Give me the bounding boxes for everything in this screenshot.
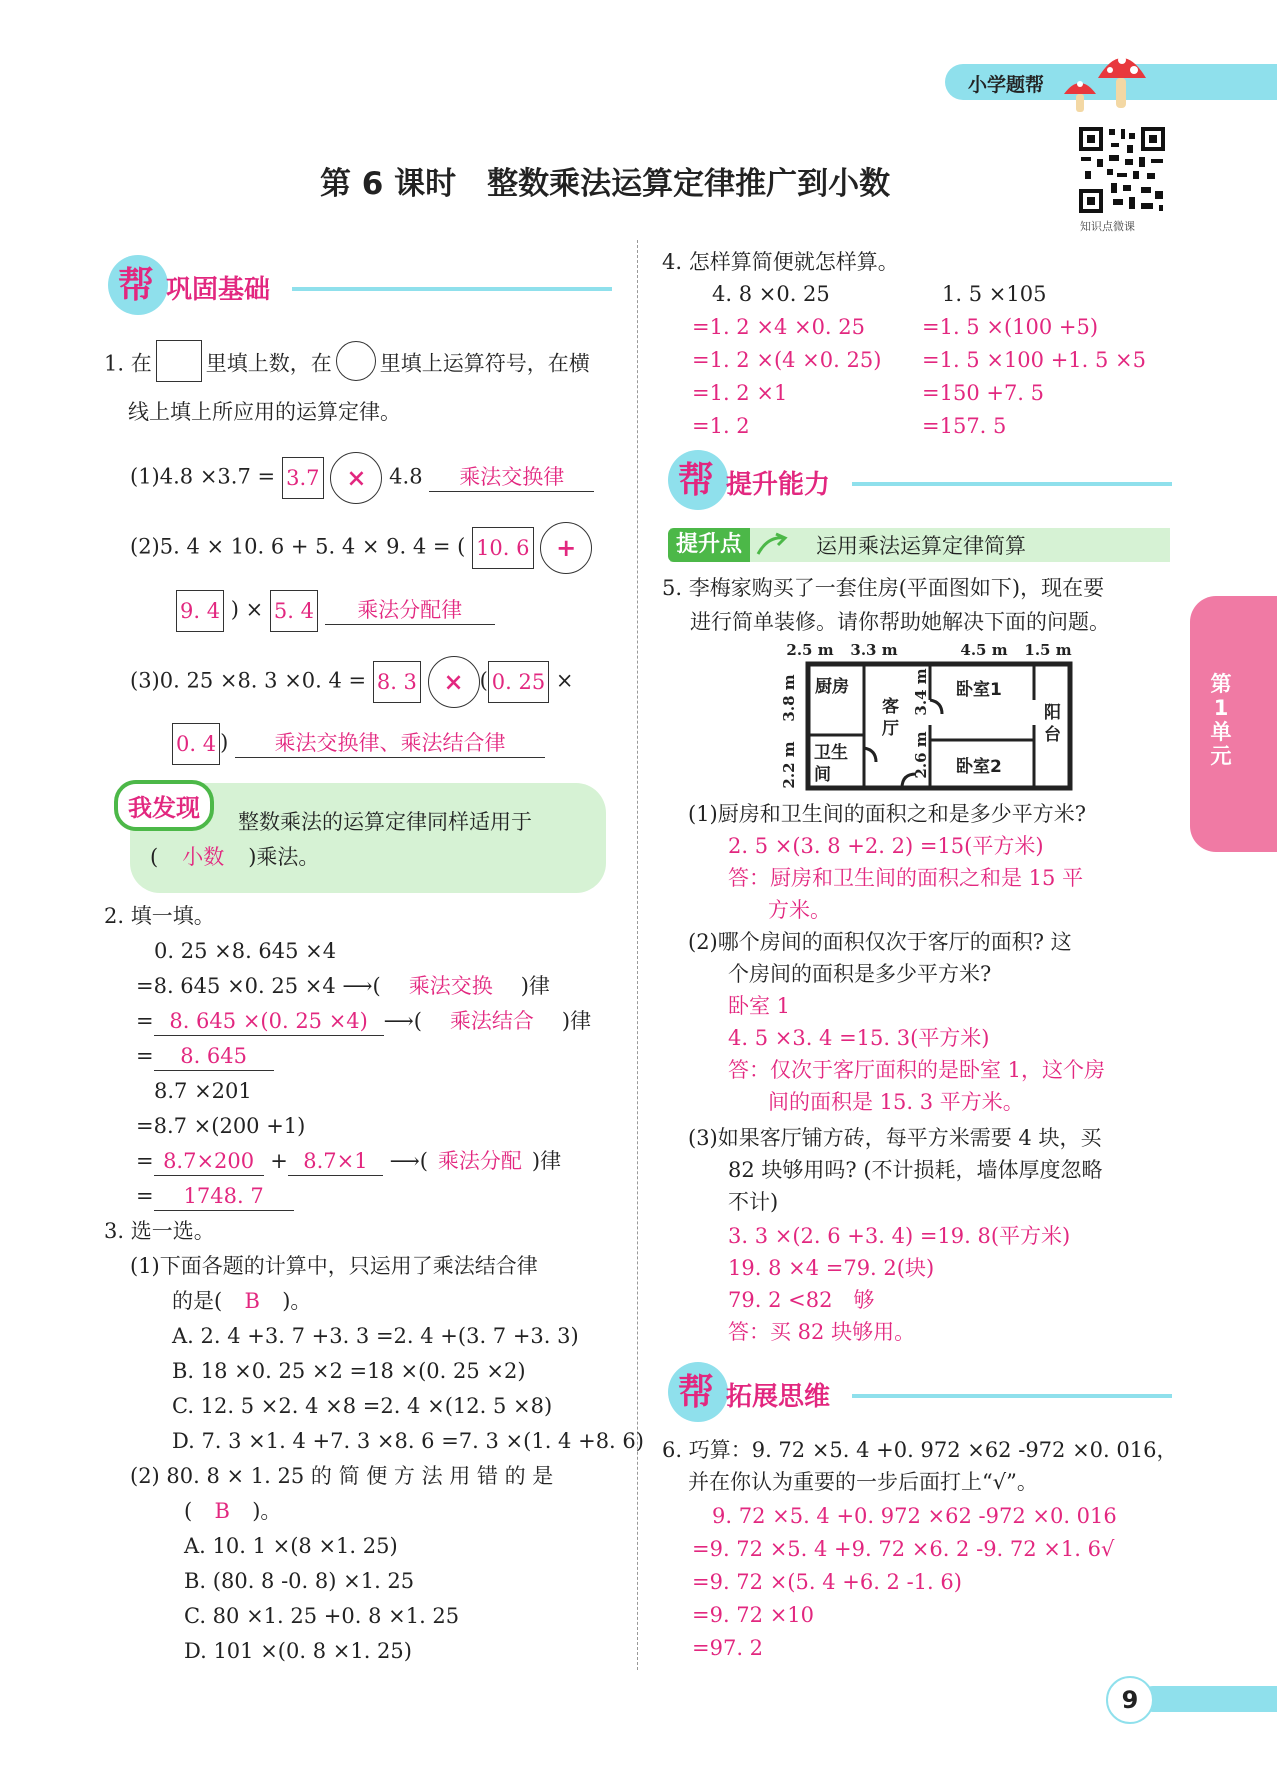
q5-part3-answer: 79. 2 <82 够 bbox=[728, 1288, 875, 1312]
tip-label: 提升点 bbox=[668, 528, 750, 562]
q1-part1: (1)4.8 ×3.7 = 3.7 × 4.8 乘法交换律 bbox=[130, 452, 594, 504]
q1-intro-line2: 线上填上所应用的运算定律。 bbox=[128, 400, 401, 424]
q6-step: =97. 2 bbox=[692, 1636, 764, 1660]
q2-line7: = 8.7×200 + 8.7×1 ⟶( 乘法分配 )律 bbox=[136, 1147, 561, 1176]
q3-sub1-option-a: A. 2. 4 +3. 7 +3. 3 =2. 4 +(3. 7 +3. 3) bbox=[172, 1324, 579, 1348]
q3-sub1-line2: 的是( B )。 bbox=[172, 1289, 312, 1313]
q4-right-step: =157. 5 bbox=[922, 414, 1007, 438]
plan-bedroom-2: 卧室2 bbox=[956, 757, 1002, 777]
q5-part2-answer: 间的面积是 15. 3 平方米。 bbox=[768, 1090, 1024, 1114]
q3-sub2-option-d: D. 101 ×(0. 8 ×1. 25) bbox=[184, 1639, 412, 1663]
answer-box: 9. 4 bbox=[176, 590, 224, 632]
q5-part2-question: (2)哪个房间的面积仅次于客厅的面积? 这 bbox=[688, 930, 1072, 954]
q5-part2-answer: 答：仅次于客厅面积的是卧室 1，这个房 bbox=[728, 1058, 1106, 1082]
q5-part3-question-3: 不计) bbox=[728, 1190, 779, 1214]
law-answer: 乘法交换律、乘法结合律 bbox=[235, 729, 545, 758]
q5-part3-answer: 19. 8 ×4 =79. 2(块) bbox=[728, 1256, 935, 1280]
answer-box: 3.7 bbox=[282, 457, 324, 499]
q5-part1-answer: 2. 5 ×(3. 8 +2. 2) =15(平方米) bbox=[728, 834, 1044, 858]
law-answer: 乘法交换律 bbox=[429, 463, 594, 492]
q6-line1: 6. 巧算：9. 72 ×5. 4 +0. 972 ×62 -972 ×0. 016， bbox=[662, 1438, 1178, 1462]
page-title: 第 6 课时 整数乘法运算定律推广到小数 bbox=[320, 166, 891, 202]
plan-width-4: 1.5 m bbox=[1024, 641, 1072, 659]
plan-kitchen: 厨房 bbox=[815, 677, 849, 697]
q4-right-step: =150 +7. 5 bbox=[922, 381, 1045, 405]
section-header-extend: 帮 拓展思维 bbox=[668, 1362, 1173, 1422]
plan-balcony-2: 台 bbox=[1044, 725, 1061, 745]
q1-intro: 1. 在 里填上数，在 里填上运算符号，在横 bbox=[104, 348, 590, 382]
q5-part3-answer: 3. 3 ×(2. 6 +3. 4) =19. 8(平方米) bbox=[728, 1224, 1071, 1248]
q2-line2: =8. 645 ×0. 25 ×4 ⟶( 乘法交换 )律 bbox=[136, 974, 550, 998]
plan-height-4: 2.6 m bbox=[912, 731, 930, 779]
section-header-basics: 帮 巩固基础 bbox=[108, 255, 613, 315]
q3-sub1-line1: (1)下面各题的计算中，只运用了乘法结合律 bbox=[130, 1254, 538, 1278]
q3-sub2-line2: ( B )。 bbox=[184, 1499, 282, 1523]
q1-part3: (3)0. 25 ×8. 3 ×0. 4 = 8. 3 × ( 0. 25 × bbox=[130, 656, 574, 708]
q6-line2: 并在你认为重要的一步后面打上“√”。 bbox=[688, 1470, 1038, 1494]
q6-step: =9. 72 ×10 bbox=[692, 1603, 815, 1627]
page-number: 9 bbox=[1106, 1676, 1154, 1724]
plan-living-2: 厅 bbox=[882, 719, 899, 739]
q4-left-step: =1. 2 ×1 bbox=[692, 381, 788, 405]
q5-part2-answer: 4. 5 ×3. 4 =15. 3(平方米) bbox=[728, 1026, 990, 1050]
answer-box: 5. 4 bbox=[270, 590, 318, 632]
q6-step: 9. 72 ×5. 4 +0. 972 ×62 -972 ×0. 016 bbox=[712, 1504, 1117, 1528]
footer-strip bbox=[1140, 1686, 1277, 1712]
arrow-icon bbox=[754, 532, 788, 558]
plan-height-2: 2.2 m bbox=[780, 741, 798, 789]
q3-sub1-option-b: B. 18 ×0. 25 ×2 =18 ×(0. 25 ×2) bbox=[172, 1359, 526, 1383]
q4-right-step: =1. 5 ×(100 +5) bbox=[922, 315, 1099, 339]
q2-title: 2. 填一填。 bbox=[104, 904, 215, 928]
q2-line3: = 8. 645 ×(0. 25 ×4) ⟶( 乘法结合 )律 bbox=[136, 1007, 591, 1036]
q3-sub2-option-b: B. (80. 8 -0. 8) ×1. 25 bbox=[184, 1569, 415, 1593]
q3-sub1-option-d: D. 7. 3 ×1. 4 +7. 3 ×8. 6 =7. 3 ×(1. 4 +8. 6) bbox=[172, 1429, 644, 1453]
circle-symbol bbox=[336, 341, 376, 381]
q6-step: =9. 72 ×(5. 4 +6. 2 -1. 6) bbox=[692, 1570, 962, 1594]
floor-plan bbox=[772, 640, 1082, 795]
q4-left-step: =1. 2 ×(4 ×0. 25) bbox=[692, 348, 882, 372]
q3-sub2-option-a: A. 10. 1 ×(8 ×1. 25) bbox=[184, 1534, 398, 1558]
q1-part3-cont: 0. 4 ) 乘法交换律、乘法结合律 bbox=[172, 723, 545, 765]
answer-box: 8. 3 bbox=[373, 661, 421, 703]
q5-part3-question-2: 82 块够用吗? (不计损耗，墙体厚度忽略 bbox=[728, 1158, 1103, 1182]
q6-step: =9. 72 ×5. 4 +9. 72 ×6. 2 -9. 72 ×1. 6√ bbox=[692, 1537, 1115, 1561]
q2-line6: =8.7 ×(200 +1) bbox=[136, 1114, 306, 1138]
plan-width-3: 4.5 m bbox=[960, 641, 1008, 659]
q4-right-expr: 1. 5 ×105 bbox=[942, 282, 1047, 306]
plan-height-1: 3.8 m bbox=[780, 674, 798, 722]
plan-bath-2: 间 bbox=[814, 765, 831, 785]
q4-title: 4. 怎样算简便就怎样算。 bbox=[662, 250, 899, 274]
q2-line1: 0. 25 ×8. 645 ×4 bbox=[154, 939, 337, 963]
discovery-text-line2: ( 小数 )乘法。 bbox=[150, 845, 320, 869]
q5-part3-question: (3)如果客厅铺方砖，每平方米需要 4 块，买 bbox=[688, 1126, 1102, 1150]
q2-line8: = 1748. 7 bbox=[136, 1182, 294, 1211]
qr-caption: 知识点微课 bbox=[1080, 220, 1135, 233]
q5-line1: 5. 李梅家购买了一套住房(平面图如下)，现在要 bbox=[662, 576, 1105, 600]
q1-part2: (2)5. 4 × 10. 6 + 5. 4 × 9. 4 = ( 10. 6 + bbox=[130, 522, 592, 574]
plan-bedroom-1: 卧室1 bbox=[956, 680, 1002, 700]
q3-sub1-option-c: C. 12. 5 ×2. 4 ×8 =2. 4 ×(12. 5 ×8) bbox=[172, 1394, 553, 1418]
plan-living-1: 客 bbox=[882, 697, 899, 717]
q1-part2-cont: 9. 4 ) × 5. 4 乘法分配律 bbox=[176, 590, 495, 632]
q4-right-step: =1. 5 ×100 +1. 5 ×5 bbox=[922, 348, 1146, 372]
plan-width-1: 2.5 m bbox=[786, 641, 834, 659]
mushroom-icon bbox=[1062, 44, 1152, 116]
law-answer: 乘法分配律 bbox=[325, 596, 495, 625]
answer-box: 0. 4 bbox=[172, 723, 220, 765]
answer-circle: + bbox=[540, 522, 592, 574]
section-header-improve: 帮 提升能力 bbox=[668, 450, 1173, 510]
q4-left-step: =1. 2 ×4 ×0. 25 bbox=[692, 315, 866, 339]
plan-width-2: 3.3 m bbox=[850, 641, 898, 659]
tip-text: 运用乘法运算定律简算 bbox=[816, 534, 1026, 558]
plan-height-3: 3.4 m bbox=[912, 668, 930, 716]
q5-part1-question: (1)厨房和卫生间的面积之和是多少平方米? bbox=[688, 802, 1087, 826]
answer-circle: × bbox=[330, 452, 382, 504]
q2-line4: = 8. 645 bbox=[136, 1042, 274, 1071]
q3-sub2-line1: (2) 80. 8 × 1. 25 的 简 便 方 法 用 错 的 是 bbox=[130, 1464, 554, 1488]
plan-bath-1: 卫生 bbox=[814, 743, 848, 763]
q5-part3-answer: 答：买 82 块够用。 bbox=[728, 1320, 916, 1344]
discovery-label: 我发现 bbox=[114, 780, 214, 831]
q5-part2-answer: 卧室 1 bbox=[728, 994, 791, 1018]
qr-code-icon bbox=[1077, 125, 1167, 215]
q3-sub2-option-c: C. 80 ×1. 25 +0. 8 ×1. 25 bbox=[184, 1604, 460, 1628]
answer-box: 10. 6 bbox=[472, 527, 533, 569]
answer-circle: × bbox=[428, 656, 480, 708]
q3-title: 3. 选一选。 bbox=[104, 1219, 215, 1243]
square-symbol bbox=[156, 340, 202, 382]
brand-label: 小学题帮 bbox=[968, 74, 1045, 96]
q4-left-expr: 4. 8 ×0. 25 bbox=[712, 282, 830, 306]
q5-line2: 进行简单装修。请你帮助她解决下面的问题。 bbox=[690, 610, 1110, 634]
discovery-text: 整数乘法的运算定律同样适用于 bbox=[238, 810, 532, 834]
unit-tab-label: 第 1 单 元 bbox=[1210, 672, 1232, 768]
answer-box: 0. 25 bbox=[488, 661, 549, 703]
q5-part1-answer: 答：厨房和卫生间的面积之和是 15 平 bbox=[728, 866, 1084, 890]
column-divider bbox=[637, 240, 638, 1670]
q2-line5: 8.7 ×201 bbox=[154, 1079, 252, 1103]
q4-left-step: =1. 2 bbox=[692, 414, 750, 438]
q5-part2-question-2: 个房间的面积是多少平方米? bbox=[728, 962, 992, 986]
plan-balcony-1: 阳 bbox=[1044, 703, 1061, 723]
q5-part1-answer: 方米。 bbox=[768, 898, 831, 922]
